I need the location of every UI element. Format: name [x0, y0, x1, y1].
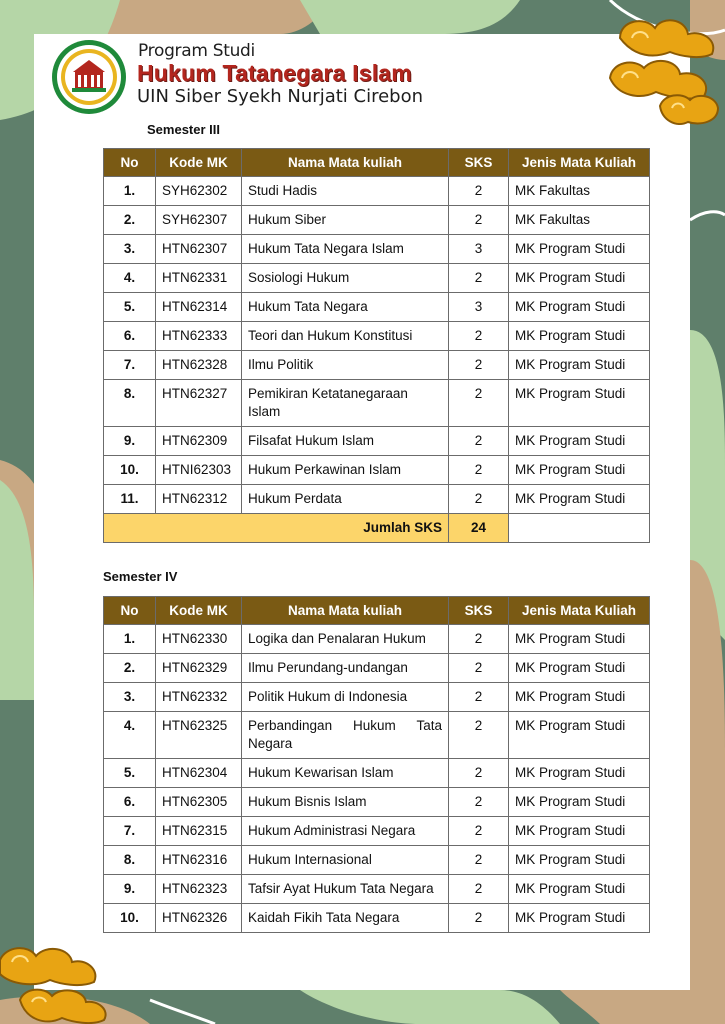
- row-type: MK Program Studi: [509, 712, 650, 759]
- table-row: [104, 293, 650, 322]
- total-row: [104, 514, 650, 543]
- table-row: [104, 322, 650, 351]
- row-code: HTN62331: [156, 264, 242, 293]
- row-code: HTN62305: [156, 788, 242, 817]
- row-code: HTN62327: [156, 380, 242, 427]
- row-sks: 2: [449, 485, 509, 514]
- col-header-name: Nama Mata kuliah: [242, 149, 449, 177]
- row-sks: 2: [449, 904, 509, 933]
- row-sks: 2: [449, 206, 509, 235]
- row-name: Hukum Tata Negara Islam: [242, 235, 449, 264]
- total-empty-cell: [509, 514, 650, 543]
- row-code: HTN62330: [156, 625, 242, 654]
- col-header-no: No: [104, 597, 156, 625]
- row-type: MK Fakultas: [509, 206, 650, 235]
- row-name: Hukum Siber: [242, 206, 449, 235]
- row-name: Hukum Administrasi Negara: [242, 817, 449, 846]
- row-type: MK Program Studi: [509, 683, 650, 712]
- row-code: HTN62332: [156, 683, 242, 712]
- row-name: Logika dan Penalaran Hukum: [242, 625, 449, 654]
- row-sks: 2: [449, 846, 509, 875]
- row-no: 8.: [104, 846, 156, 875]
- row-sks: 2: [449, 875, 509, 904]
- row-code: HTN62304: [156, 759, 242, 788]
- row-code: HTN62315: [156, 817, 242, 846]
- row-type: MK Program Studi: [509, 788, 650, 817]
- row-sks: 2: [449, 427, 509, 456]
- col-header-name: Nama Mata kuliah: [242, 597, 449, 625]
- table-row: [104, 817, 650, 846]
- semester-3-title: Semester III: [147, 122, 220, 137]
- row-type: MK Program Studi: [509, 846, 650, 875]
- row-code: HTN62326: [156, 904, 242, 933]
- row-name: Hukum Tata Negara: [242, 293, 449, 322]
- table-row: [104, 427, 650, 456]
- row-name: Teori dan Hukum Konstitusi: [242, 322, 449, 351]
- row-sks: 3: [449, 293, 509, 322]
- row-name: Hukum Internasional: [242, 846, 449, 875]
- table-row: [104, 904, 650, 933]
- row-code: HTN62323: [156, 875, 242, 904]
- row-name: Pemikiran Ketatanegaraan Islam: [242, 380, 449, 427]
- row-code: HTN62333: [156, 322, 242, 351]
- institution-name: UIN Siber Syekh Nurjati Cirebon: [137, 86, 424, 107]
- university-logo: [50, 38, 128, 116]
- row-no: 7.: [104, 351, 156, 380]
- row-name: Hukum Bisnis Islam: [242, 788, 449, 817]
- total-label: Jumlah SKS: [104, 514, 449, 543]
- row-sks: 2: [449, 380, 509, 427]
- table-row: [104, 712, 650, 759]
- row-code: HTN62328: [156, 351, 242, 380]
- total-value: 24: [449, 514, 509, 543]
- row-sks: 2: [449, 322, 509, 351]
- row-type: MK Program Studi: [509, 322, 650, 351]
- row-no: 2.: [104, 654, 156, 683]
- table-row: [104, 875, 650, 904]
- row-name: Ilmu Politik: [242, 351, 449, 380]
- row-sks: 2: [449, 683, 509, 712]
- row-code: SYH62302: [156, 177, 242, 206]
- row-no: 8.: [104, 380, 156, 427]
- semester-4-title: Semester IV: [103, 569, 178, 584]
- row-name: Hukum Perkawinan Islam: [242, 456, 449, 485]
- row-name: Tafsir Ayat Hukum Tata Negara: [242, 875, 449, 904]
- row-sks: 2: [449, 456, 509, 485]
- table-row: [104, 654, 650, 683]
- row-type: MK Program Studi: [509, 293, 650, 322]
- row-code: HTN62314: [156, 293, 242, 322]
- row-code: HTN62325: [156, 712, 242, 759]
- row-sks: 2: [449, 712, 509, 759]
- row-code: HTN62309: [156, 427, 242, 456]
- row-name: Politik Hukum di Indonesia: [242, 683, 449, 712]
- row-name: Perbandingan Hukum Tata Negara: [242, 712, 449, 759]
- col-header-sks: SKS: [449, 597, 509, 625]
- row-no: 6.: [104, 788, 156, 817]
- table-row: [104, 206, 650, 235]
- table-row: [104, 177, 650, 206]
- row-sks: 2: [449, 788, 509, 817]
- row-no: 4.: [104, 264, 156, 293]
- row-type: MK Program Studi: [509, 759, 650, 788]
- row-no: 10.: [104, 456, 156, 485]
- row-type: MK Program Studi: [509, 875, 650, 904]
- row-sks: 2: [449, 177, 509, 206]
- table-row: [104, 625, 650, 654]
- cloud-ornament-bottom-left-icon: [0, 940, 115, 1024]
- row-sks: 2: [449, 654, 509, 683]
- row-sks: 2: [449, 264, 509, 293]
- row-type: MK Program Studi: [509, 456, 650, 485]
- table-row: [104, 683, 650, 712]
- table-row: [104, 264, 650, 293]
- cloud-ornament-top-right-icon: [600, 8, 725, 130]
- row-type: MK Fakultas: [509, 177, 650, 206]
- table-header-row: [104, 597, 650, 625]
- row-code: HTN62316: [156, 846, 242, 875]
- row-type: MK Program Studi: [509, 485, 650, 514]
- program-label: Program Studi: [138, 41, 255, 61]
- table-row: [104, 351, 650, 380]
- row-type: MK Program Studi: [509, 817, 650, 846]
- col-header-type: Jenis Mata Kuliah: [509, 149, 650, 177]
- row-no: 3.: [104, 683, 156, 712]
- table-row: [104, 456, 650, 485]
- row-type: MK Program Studi: [509, 625, 650, 654]
- col-header-code: Kode MK: [156, 149, 242, 177]
- col-header-type: Jenis Mata Kuliah: [509, 597, 650, 625]
- row-type: MK Program Studi: [509, 264, 650, 293]
- row-type: MK Program Studi: [509, 380, 650, 427]
- row-no: 1.: [104, 625, 156, 654]
- table-row: [104, 788, 650, 817]
- row-sks: 2: [449, 817, 509, 846]
- table-header-row: [104, 149, 650, 177]
- table-row: [104, 846, 650, 875]
- semester-3-table: [103, 148, 650, 543]
- row-type: MK Program Studi: [509, 235, 650, 264]
- row-type: MK Program Studi: [509, 654, 650, 683]
- row-code: HTNI62303: [156, 456, 242, 485]
- row-type: MK Program Studi: [509, 351, 650, 380]
- row-name: Hukum Kewarisan Islam: [242, 759, 449, 788]
- table-row: [104, 235, 650, 264]
- semester-4-table: [103, 596, 650, 933]
- row-name: Filsafat Hukum Islam: [242, 427, 449, 456]
- row-no: 9.: [104, 427, 156, 456]
- row-code: HTN62312: [156, 485, 242, 514]
- row-sks: 3: [449, 235, 509, 264]
- table-row: [104, 759, 650, 788]
- row-sks: 2: [449, 351, 509, 380]
- row-no: 11.: [104, 485, 156, 514]
- row-type: MK Program Studi: [509, 427, 650, 456]
- table-row: [104, 380, 650, 427]
- row-no: 10.: [104, 904, 156, 933]
- row-no: 1.: [104, 177, 156, 206]
- col-header-sks: SKS: [449, 149, 509, 177]
- row-no: 9.: [104, 875, 156, 904]
- row-sks: 2: [449, 625, 509, 654]
- row-no: 7.: [104, 817, 156, 846]
- row-code: HTN62307: [156, 235, 242, 264]
- row-no: 4.: [104, 712, 156, 759]
- row-sks: 2: [449, 759, 509, 788]
- row-type: MK Program Studi: [509, 904, 650, 933]
- program-name: Hukum Tatanegara Islam: [137, 60, 412, 86]
- row-code: SYH62307: [156, 206, 242, 235]
- col-header-no: No: [104, 149, 156, 177]
- row-no: 2.: [104, 206, 156, 235]
- row-no: 3.: [104, 235, 156, 264]
- row-no: 6.: [104, 322, 156, 351]
- row-name: Sosiologi Hukum: [242, 264, 449, 293]
- row-name: Kaidah Fikih Tata Negara: [242, 904, 449, 933]
- row-no: 5.: [104, 293, 156, 322]
- row-name: Hukum Perdata: [242, 485, 449, 514]
- row-code: HTN62329: [156, 654, 242, 683]
- row-no: 5.: [104, 759, 156, 788]
- row-name: Studi Hadis: [242, 177, 449, 206]
- row-name: Ilmu Perundang-undangan: [242, 654, 449, 683]
- col-header-code: Kode MK: [156, 597, 242, 625]
- table-row: [104, 485, 650, 514]
